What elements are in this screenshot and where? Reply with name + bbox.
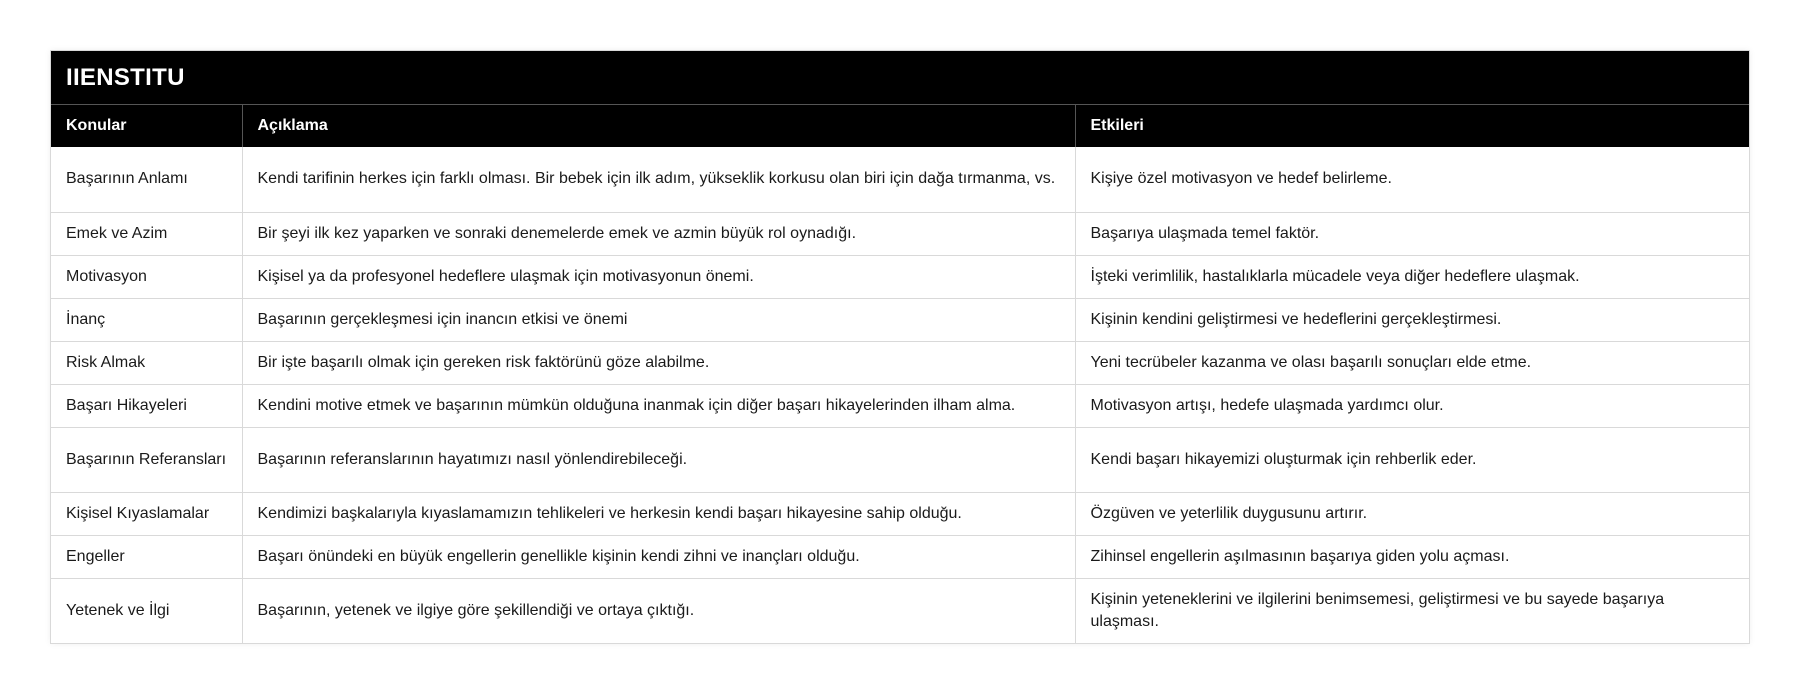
cell-topic: Başarının Referansları xyxy=(51,427,242,492)
cell-topic: Kişisel Kıyaslamalar xyxy=(51,492,242,535)
cell-description: Kendimizi başkalarıyla kıyaslamamızın tehlikeleri ve herkesin kendi başarı hikayesine sahip olduğu. xyxy=(242,492,1075,535)
cell-effect: Kişinin yeteneklerini ve ilgilerini benimsemesi, geliştirmesi ve bu sayede başarıya ulaşması. xyxy=(1090,590,1665,630)
cell-effect: Kişinin kendini geliştirmesi ve hedeflerini gerçekleştirmesi. xyxy=(1075,298,1749,341)
cell-topic: Yetenek ve İlgi xyxy=(51,578,242,643)
cell-effect: İşteki verimlilik, hastalıklarla mücadele veya diğer hedeflere ulaşmak. xyxy=(1075,255,1749,298)
cell-effect: Başarıya ulaşmada temel faktör. xyxy=(1075,212,1749,255)
cell-topic: Başarı Hikayeleri xyxy=(51,384,242,427)
cell-effect: Yeni tecrübeler kazanma ve olası başarılı sonuçları elde etme. xyxy=(1075,341,1749,384)
table-row xyxy=(51,212,1749,255)
table-row xyxy=(51,341,1749,384)
table-row xyxy=(51,427,1749,492)
cell-description: Kendi tarifinin herkes için farklı olması. Bir bebek için ilk adım, yükseklik korkusu olan biri için dağa tırmanma, vs. xyxy=(242,147,1075,212)
table-row xyxy=(51,535,1749,578)
cell-description: Başarının gerçekleşmesi için inancın etkisi ve önemi xyxy=(242,298,1075,341)
table-row xyxy=(51,578,1749,643)
table-row xyxy=(51,255,1749,298)
topics-table xyxy=(51,105,1749,643)
cell-description: Bir işte başarılı olmak için gereken risk faktörünü göze alabilme. xyxy=(242,341,1075,384)
table-row xyxy=(51,384,1749,427)
table-header-row xyxy=(51,105,1749,147)
column-header-effects: Etkileri xyxy=(1075,105,1749,147)
table-title: IIENSTITU xyxy=(51,51,1749,105)
cell-effect: Motivasyon artışı, hedefe ulaşmada yardımcı olur. xyxy=(1075,384,1749,427)
cell-description: Bir şeyi ilk kez yaparken ve sonraki denemelerde emek ve azmin büyük rol oynadığı. xyxy=(242,212,1075,255)
cell-topic: Engeller xyxy=(51,535,242,578)
cell-topic: Motivasyon xyxy=(51,255,242,298)
column-header-description: Açıklama xyxy=(242,105,1075,147)
cell-description: Kişisel ya da profesyonel hedeflere ulaşmak için motivasyonun önemi. xyxy=(242,255,1075,298)
table-row xyxy=(51,492,1749,535)
cell-effect: Zihinsel engellerin aşılmasının başarıya giden yolu açması. xyxy=(1075,535,1749,578)
content-table-card xyxy=(50,50,1750,644)
cell-topic: İnanç xyxy=(51,298,242,341)
cell-effect: Kişiye özel motivasyon ve hedef belirleme. xyxy=(1075,147,1749,212)
cell-description: Kendini motive etmek ve başarının mümkün olduğuna inanmak için diğer başarı hikayelerinden ilham alma. xyxy=(242,384,1075,427)
cell-effect: Kendi başarı hikayemizi oluşturmak için rehberlik eder. xyxy=(1075,427,1749,492)
cell-topic: Emek ve Azim xyxy=(51,212,242,255)
cell-description: Başarı önündeki en büyük engellerin genellikle kişinin kendi zihni ve inançları olduğu. xyxy=(242,535,1075,578)
table-row xyxy=(51,147,1749,212)
table-row xyxy=(51,298,1749,341)
cell-description: Başarının referanslarının hayatımızı nasıl yönlendirebileceği. xyxy=(242,427,1075,492)
cell-effect: Özgüven ve yeterlilik duygusunu artırır. xyxy=(1075,492,1749,535)
cell-topic: Risk Almak xyxy=(51,341,242,384)
cell-description: Başarının, yetenek ve ilgiye göre şekillendiği ve ortaya çıktığı. xyxy=(242,578,1075,643)
column-header-topics: Konular xyxy=(51,105,242,147)
cell-topic: Başarının Anlamı xyxy=(51,147,242,212)
